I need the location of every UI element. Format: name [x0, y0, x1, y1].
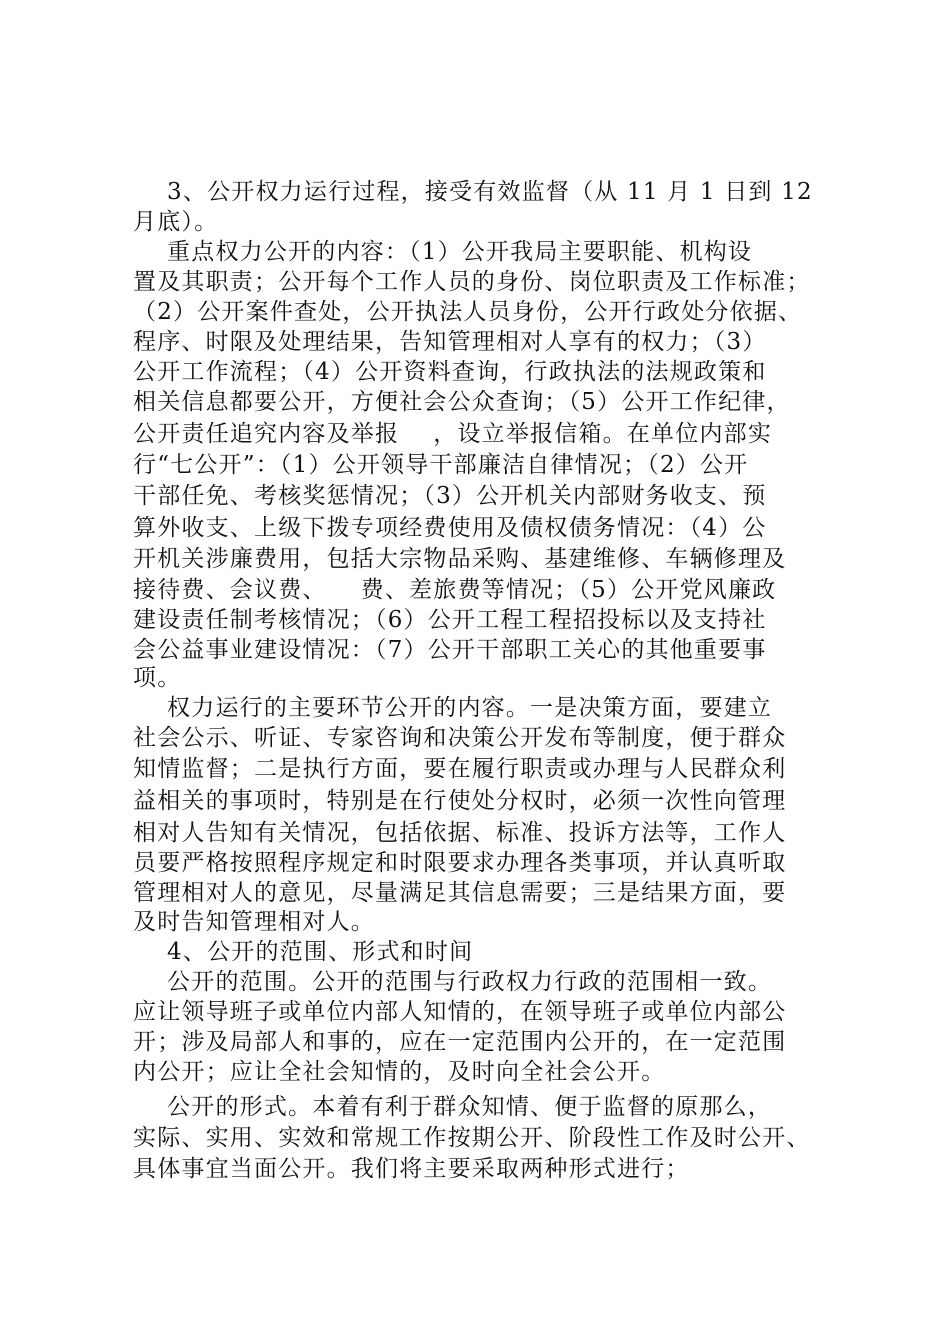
text-line: 会公益事业建设情况：（7）公开干部职工关心的其他重要事: [133, 637, 767, 663]
text-line: 社会公示、听证、专家咨询和决策公开发布等制度，便于群众: [133, 725, 787, 751]
text-line: 3、公开权力运行过程，接受有效监督（从 11 月 1 日到 12: [133, 179, 813, 205]
text-line: 置及其职责；公开每个工作人员的身份、岗位职责及工作标准；: [133, 269, 811, 295]
text-line: 干部任免、考核奖惩情况；（3）公开机关内部财务收支、预: [133, 483, 767, 509]
text-line: 开；涉及局部人和事的，应在一定范围内公开的，在一定范围: [133, 1029, 787, 1055]
text-line: 相对人告知有关情况，包括依据、标准、投诉方法等，工作人: [133, 820, 787, 846]
text-line: （2）公开案件查处，公开执法人员身份，公开行政处分依据、: [133, 299, 803, 325]
text-line: 管理相对人的意见，尽量满足其信息需要；三是结果方面，要: [133, 880, 787, 906]
text-line: 项。: [133, 665, 182, 691]
text-line: 知情监督；二是执行方面，要在履行职责或办理与人民群众利: [133, 756, 787, 782]
section-heading: 4、公开的范围、形式和时间: [133, 939, 474, 965]
text-line: 及时告知管理相对人。: [133, 909, 375, 935]
text-line: 公开工作流程；（4）公开资料查询，行政执法的法规政策和: [133, 359, 767, 385]
text-line: 月底）。: [133, 209, 219, 235]
text-line: 算外收支、上级下拨专项经费使用及债权债务情况：（4）公: [133, 515, 767, 541]
text-line: 公开责任追究内容及举报 ，设立举报信箱。在单位内部实: [133, 421, 773, 447]
text-line: 公开的形式。本着有利于群众知情、便于监督的原那么，: [133, 1094, 773, 1120]
text-line: 行“七公开”：（1）公开领导干部廉洁自律情况；（2）公开: [133, 452, 749, 478]
text-line: 内公开；应让全社会知情的，及时向全社会公开。: [133, 1059, 666, 1085]
text-line: 应让领导班子或单位内部人知情的，在领导班子或单位内部公: [133, 999, 787, 1025]
text-line: 开机关涉廉费用，包括大宗物品采购、基建维修、车辆修理及: [133, 546, 787, 572]
text-line: 益相关的事项时，特别是在行使处分权时，必须一次性向管理: [133, 788, 787, 814]
text-line: 公开的范围。公开的范围与行政权力行政的范围相一致。: [133, 969, 773, 995]
text-line: 建设责任制考核情况；（6）公开工程工程招投标以及支持社: [133, 607, 767, 633]
text-line: 员要严格按照程序规定和时限要求办理各类事项，并认真听取: [133, 850, 787, 876]
text-line: 重点权力公开的内容：（1）公开我局主要职能、机构设: [133, 239, 753, 265]
text-line: 权力运行的主要环节公开的内容。一是决策方面，要建立: [133, 695, 773, 721]
text-line: 具体事宜当面公开。我们将主要采取两种形式进行；: [133, 1156, 690, 1182]
text-line: 实际、实用、实效和常规工作按期公开、阶段性工作及时公开、: [133, 1125, 811, 1151]
text-line: 相关信息都要公开，方便社会公众查询；（5）公开工作纪律，: [133, 389, 791, 415]
text-line: 接待费、会议费、 费、差旅费等情况；（5）公开党风廉政: [133, 577, 777, 603]
text-line: 程序、时限及处理结果，告知管理相对人享有的权力；（3）: [133, 329, 767, 355]
